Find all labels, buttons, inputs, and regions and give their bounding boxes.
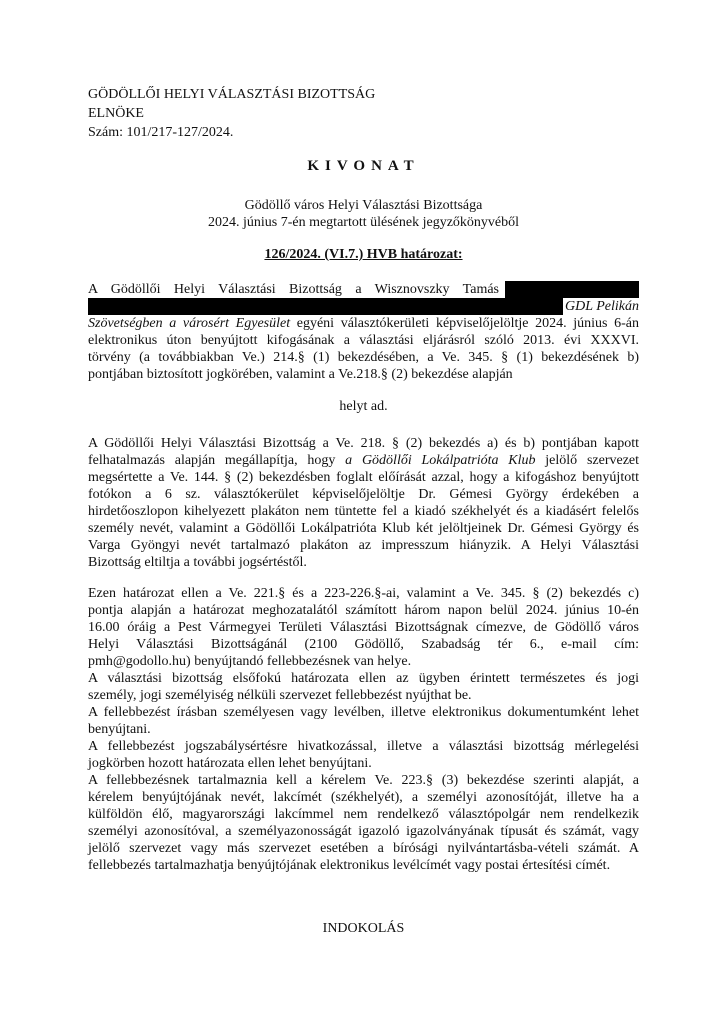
paragraph-line: törvény (a továbbiakban Ve.) 214.§ (1) bekezdésében, a Ve. 345. § (1) bekezdésének b) bbox=[88, 350, 639, 365]
paragraph-line: A választási bizottság elsőfokú határozata ellen az ügyben érintett természetes és jogi bbox=[88, 671, 639, 686]
section-heading: INDOKOLÁS bbox=[322, 921, 405, 936]
remedy-paragraph bbox=[88, 738, 639, 772]
paragraph-line: pmh@godollo.hu) benyújtandó fellebbezésnek van helye. bbox=[88, 654, 412, 669]
paragraph-line: fotókon a 6 sz. választókerület képviselőjelöltje Dr. Gémesi György érdekében a bbox=[88, 487, 639, 502]
paragraph-line: jogkörben hozott határozata ellen lehet benyújtani. bbox=[88, 756, 372, 771]
paragraph-line: A fellebbezést írásban személyesen vagy levélben, illetve elektronikus dokumentumként lehet bbox=[88, 705, 639, 720]
redaction-box bbox=[88, 298, 563, 315]
paragraph-line bbox=[88, 315, 639, 332]
text-segment: jelölő szervezet bbox=[535, 453, 640, 468]
text-segment: egyéni választókerületi képviselőjelöltje 2024. június 6-án bbox=[290, 316, 639, 331]
paragraph-line: A Gödöllői Helyi Választási Bizottság a Wisznovszky Tamás bbox=[88, 282, 499, 297]
paragraph-line: jelölő szervezet vagy más szervezet esetében a bírósági nyilvántartásba-vételi számát. A bbox=[88, 841, 639, 856]
subtitle-line-2: 2024. június 7-én megtartott ülésének jegyzőkönyvéből bbox=[207, 215, 520, 230]
paragraph-line: 16.00 óráig a Pest Vármegyei Területi Választási Bizottságnak címezve, de Gödöllő város bbox=[88, 620, 639, 635]
paragraph-line: hirdetőoszlopon kihelyezett plakáton nem tüntette fel a kiadó székhelyét és a kiadásért felelős bbox=[88, 504, 639, 519]
paragraph-line: A fellebbezést jogszabálysértésre hivatkozással, illetve a választási bizottság mérlegelési bbox=[88, 739, 639, 754]
paragraph-line: pontja alapján a határozat meghozatalától számított három napon belül 2024. június 10-én bbox=[88, 603, 639, 618]
paragraph-line: személyi azonosítóval, a személyazonosságát igazoló igazolványának típusát és számát, vagy bbox=[88, 824, 639, 839]
text-segment: felhatalmazás alapján megállapítja, hogy bbox=[88, 453, 346, 468]
remedy-paragraph bbox=[88, 670, 639, 704]
paragraph-line: A Gödöllői Helyi Választási Bizottság a Ve. 218. § (2) bekezdés a) és b) pontjában kapott bbox=[88, 436, 639, 451]
paragraph-line bbox=[88, 452, 639, 469]
remedy-paragraph bbox=[88, 704, 639, 738]
paragraph-line: kérelem benyújtójának nevét, lakcímét (székhelyét), a személyi azonosítóját, illetve ha a bbox=[88, 790, 639, 805]
paragraph-line: benyújtani. bbox=[88, 722, 151, 737]
paragraph-line: személy nevét, valamint a Gödöllői Lokálpatrióta Klub két jelöltjeinek Dr. Gémesi György és bbox=[88, 521, 639, 536]
italic-text: a Gödöllői Lokálpatrióta Klub bbox=[345, 453, 536, 468]
paragraph-line: elektronikus úton benyújtott kifogásának a választási eljárásról szóló 2013. évi XXXVI. bbox=[88, 333, 639, 348]
organization-role: ELNÖKE bbox=[88, 106, 144, 121]
organization-name-italic: GDL Pelikán bbox=[564, 299, 639, 314]
remedy-section bbox=[88, 585, 639, 874]
document-title: KIVONAT bbox=[307, 158, 420, 174]
paragraph-line: fellebbezés tartalmazhatja benyújtójának elektronikus levélcímét vagy postai értesítési címét. bbox=[88, 858, 611, 873]
paragraph-1 bbox=[88, 281, 639, 383]
paragraph-2 bbox=[88, 435, 639, 571]
paragraph-line: személy, jogi személyiség nélküli szervezet fellebbezést nyújthat be. bbox=[88, 688, 472, 703]
organization-name: GÖDÖLLŐI HELYI VÁLASZTÁSI BIZOTTSÁG bbox=[88, 87, 376, 102]
italic-text: Szövetségben a városért Egyesület bbox=[88, 316, 291, 331]
paragraph-line: Bizottság eltiltja a további jogsértéstől. bbox=[88, 555, 307, 570]
document-header bbox=[88, 85, 639, 142]
decision-text: helyt ad. bbox=[339, 399, 388, 414]
subtitle-line-1: Gödöllő város Helyi Választási Bizottsága bbox=[244, 198, 483, 213]
redaction-box bbox=[505, 281, 639, 298]
paragraph-line: külföldön élő, magyarországi lakcímmel nem rendelkező választópolgár nem rendelkezik bbox=[88, 807, 639, 822]
remedy-paragraph bbox=[88, 585, 639, 670]
paragraph-line: pontjában biztosított jogkörében, valamint a Ve.218.§ (2) bekezdése alapján bbox=[88, 367, 513, 382]
paragraph-line: Helyi Választási Bizottságánál (2100 Gödöllő, Szabadság tér 6., e-mail cím: bbox=[88, 637, 639, 652]
paragraph-line: A fellebbezésnek tartalmaznia kell a kérelem Ve. 223.§ (3) bekezdése szerinti alapját, a bbox=[88, 773, 639, 788]
paragraph-line: Varga Gyöngyi nevét tartalmazó plakáton az impresszum hiányzik. A Helyi Választási bbox=[88, 538, 639, 553]
remedy-paragraph bbox=[88, 772, 639, 874]
paragraph-line: megsértette a Ve. 144. § (2) bekezdésben foglalt előírását azzal, hogy a kifogáshoz benyújtott bbox=[88, 470, 639, 485]
paragraph-line: Ezen határozat ellen a Ve. 221.§ és a 223-226.§-ai, valamint a Ve. 345. § (2) bekezdés c) bbox=[88, 586, 639, 601]
document-number: Szám: 101/217-127/2024. bbox=[88, 125, 234, 140]
resolution-title: 126/2024. (VI.7.) HVB határozat: bbox=[264, 247, 463, 262]
